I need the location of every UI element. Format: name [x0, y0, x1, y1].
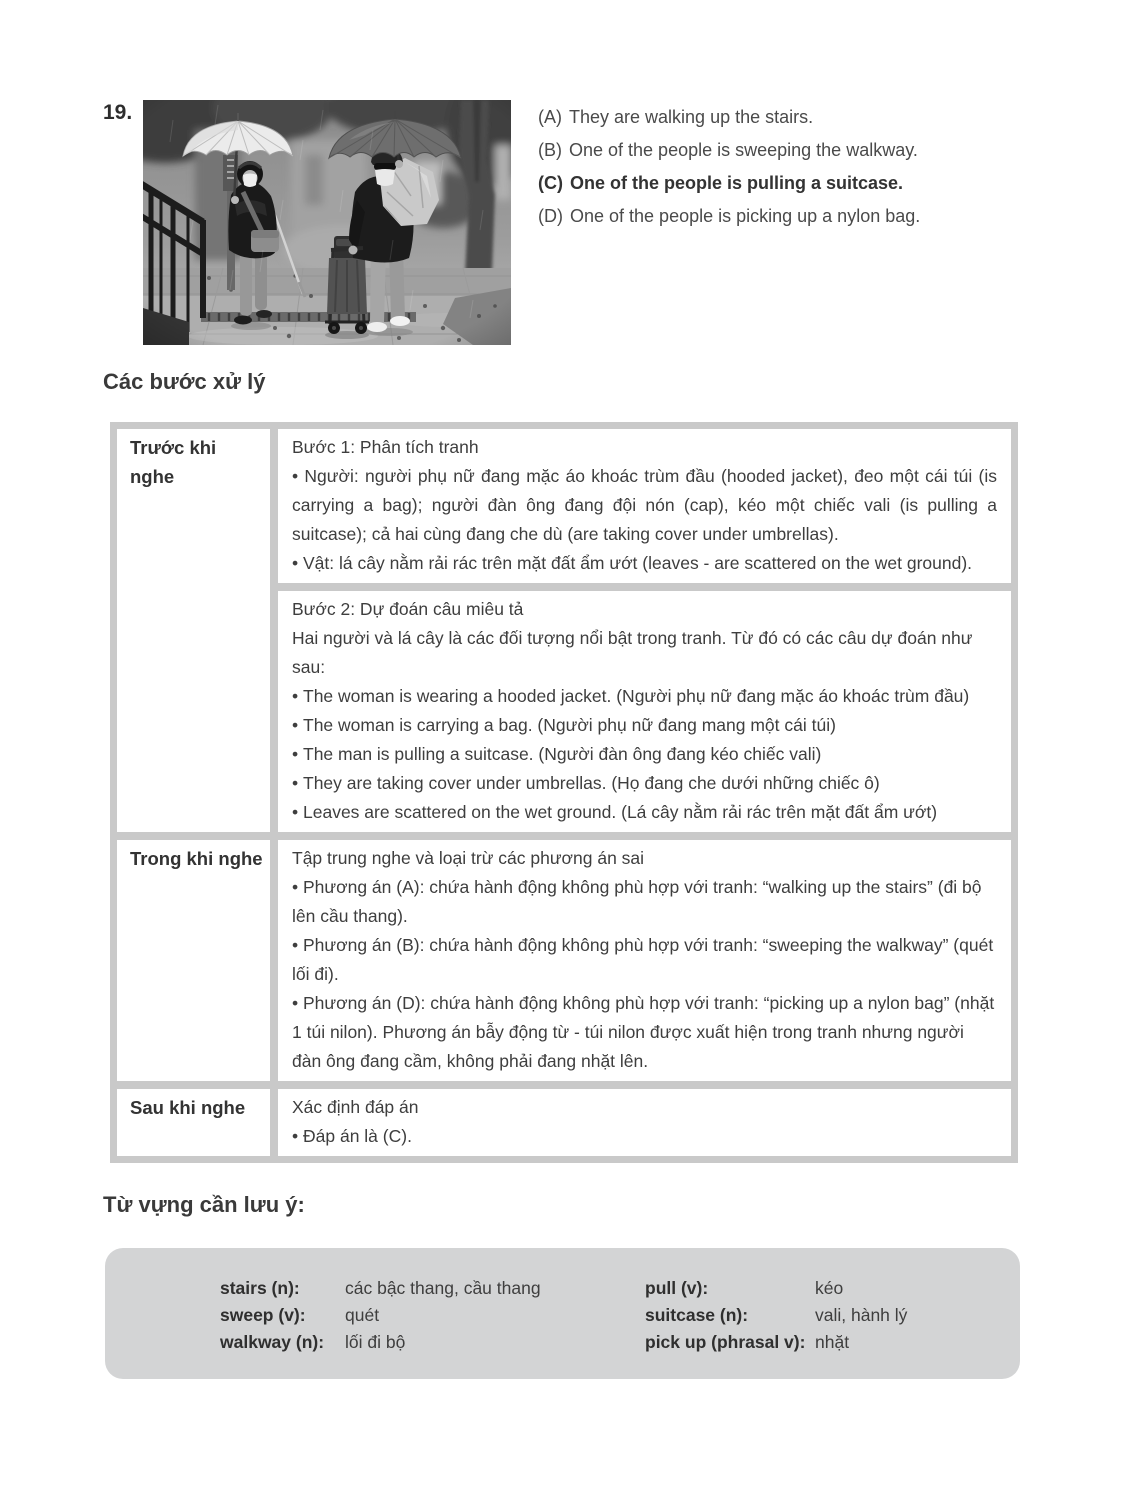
table-row-after-listening — [117, 1089, 1011, 1156]
option-d-label: (D) — [538, 206, 563, 226]
row-label-truoc-khi-nghe: Trước khi nghe — [117, 429, 270, 832]
option-c-text: One of the people is pulling a suitcase. — [570, 173, 904, 193]
vocab-term: stairs (n): — [220, 1278, 300, 1298]
after-listening-title: Xác định đáp án — [292, 1097, 419, 1117]
question-photo — [143, 100, 511, 345]
step-2-bullet: • The woman is wearing a hooded jacket. (Người phụ nữ đang mặc áo khoác trùm đầu) — [292, 682, 997, 711]
while-listening-title: Tập trung nghe và loại trừ các phương án sai — [292, 848, 645, 868]
vocab-term: walkway (n): — [220, 1332, 325, 1352]
vocab-meaning: nhặt — [815, 1332, 850, 1352]
question-number: 19. — [103, 101, 133, 124]
step-2-title: Bước 2: Dự đoán câu miêu tả — [292, 599, 524, 619]
option-b — [538, 134, 920, 167]
vocab-term: pick up (phrasal v): — [645, 1332, 806, 1352]
step-2-bullet: • Leaves are scattered on the wet ground. (Lá cây nằm rải rác trên mặt đất ẩm ướt) — [292, 798, 997, 827]
vocab-meaning: lối đi bộ — [345, 1332, 406, 1352]
vocab-meaning: vali, hành lý — [815, 1305, 908, 1325]
option-b-analysis: • Phương án (B): chứa hành động không phù hợp với tranh: “sweeping the walkway” (quét lối đi). — [292, 931, 997, 989]
table-row-before-listening — [117, 429, 1011, 832]
vocab-meaning: các bậc thang, cầu thang — [345, 1278, 541, 1298]
option-d — [538, 200, 920, 233]
row-label-trong-khi-nghe: Trong khi nghe — [117, 840, 270, 1081]
cell-after-listening — [278, 1089, 1011, 1156]
vocab-box — [105, 1248, 1020, 1379]
steps-heading: Các bước xử lý — [103, 369, 266, 394]
option-a — [538, 101, 920, 134]
answer-options — [538, 100, 920, 233]
vocab-term: sweep (v): — [220, 1305, 306, 1325]
step-1-title: Bước 1: Phân tích tranh — [292, 437, 479, 457]
table-row-while-listening — [117, 840, 1011, 1081]
option-d-analysis: • Phương án (D): chứa hành động không phù hợp với tranh: “picking up a nylon bag” (nhặt 1 túi nilon). Phương án bẫy động từ - túi nilon được xuất hiện trong tranh nhưng người đàn ông đang cầm, không phải đang nhặt lên. — [292, 989, 997, 1076]
vocab-heading: Từ vựng cần lưu ý: — [103, 1192, 305, 1217]
vocab-meaning: kéo — [815, 1278, 844, 1298]
option-b-label: (B) — [538, 140, 562, 160]
vocab-column-left — [220, 1275, 645, 1356]
step-2-intro: Hai người và lá cây là các đối tượng nổi bật trong tranh. Từ đó có các câu dự đoán như sau: — [292, 628, 973, 677]
cell-step-1 — [278, 429, 1011, 583]
option-c-label: (C) — [538, 173, 563, 193]
step-2-bullet: • The man is pulling a suitcase. (Người đàn ông đang kéo chiếc vali) — [292, 740, 997, 769]
cell-step-2 — [278, 591, 1011, 832]
option-b-text: One of the people is sweeping the walkway. — [569, 140, 918, 160]
option-a-label: (A) — [538, 107, 562, 127]
vocab-meaning: quét — [345, 1305, 380, 1325]
option-a-text: They are walking up the stairs. — [569, 107, 814, 127]
vocab-column-right — [645, 1275, 1020, 1356]
rain-street-photo-illustration — [143, 100, 511, 345]
vocab-term: pull (v): — [645, 1278, 709, 1298]
option-d-text: One of the people is picking up a nylon bag. — [570, 206, 921, 226]
vocab-term: suitcase (n): — [645, 1305, 749, 1325]
option-a-analysis: • Phương án (A): chứa hành động không phù hợp với tranh: “walking up the stairs” (đi bộ lên cầu thang). — [292, 873, 997, 931]
cell-while-listening — [278, 840, 1011, 1081]
step-1-bullet: • Vật: lá cây nằm rải rác trên mặt đất ẩm ướt (leaves - are scattered on the wet ground). — [292, 549, 997, 578]
question-19-block — [103, 100, 1020, 345]
steps-table — [110, 422, 1018, 1163]
option-c-correct — [538, 167, 920, 200]
step-2-bullet: • They are taking cover under umbrellas. (Họ đang che dưới những chiếc ô) — [292, 769, 997, 798]
row-label-sau-khi-nghe: Sau khi nghe — [117, 1089, 270, 1156]
step-1-bullet: • Người: người phụ nữ đang mặc áo khoác trùm đầu (hooded jacket), đeo một cái túi (is carrying a bag); người đàn ông đang đội nón (cap), kéo một chiếc vali (is pulling a suitcase); cả hai cùng đang che dù (are taking cover under umbrellas). — [292, 462, 997, 549]
final-answer: • Đáp án là (C). — [292, 1122, 997, 1151]
step-2-bullet: • The woman is carrying a bag. (Người phụ nữ đang mang một cái túi) — [292, 711, 997, 740]
